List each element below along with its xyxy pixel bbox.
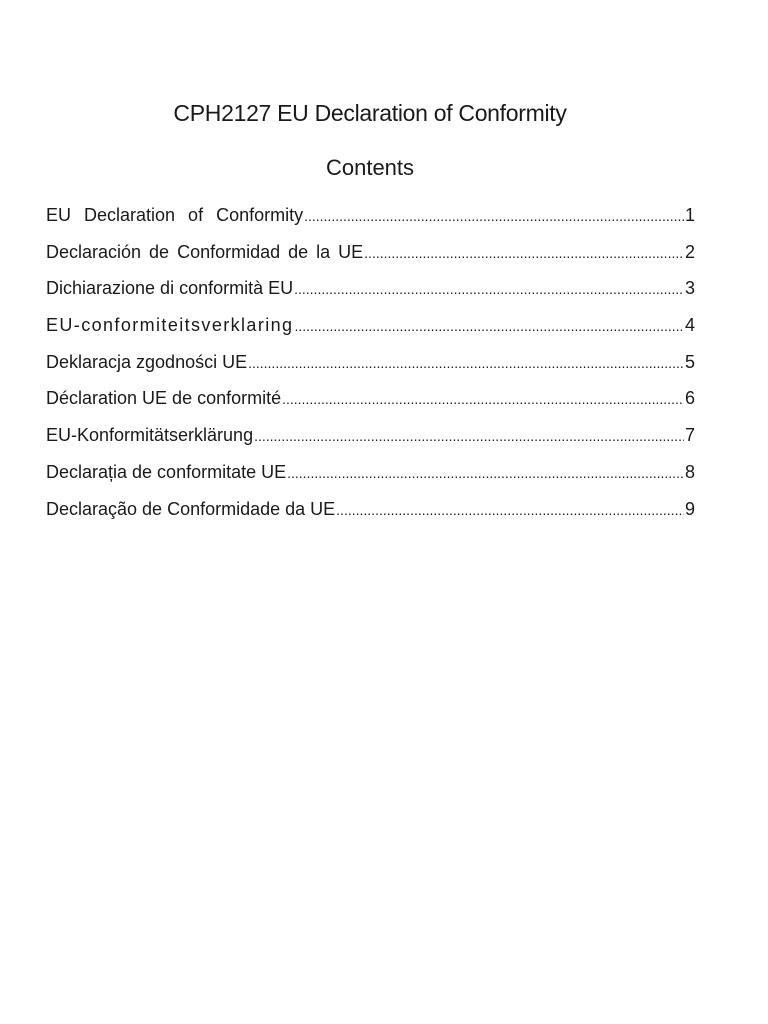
toc-dot-leader [304,208,684,224]
toc-entry-italian[interactable] [46,278,695,315]
toc-dot-leader [282,391,684,407]
toc-page-number: 7 [684,425,695,446]
toc-page-number: 8 [684,461,695,482]
toc-dot-leader [248,355,684,371]
toc-dot-leader [287,465,684,481]
toc-page-number: 4 [684,315,695,336]
toc-page-number: 2 [684,241,695,262]
toc-entry-portuguese[interactable] [46,499,695,536]
toc-entry-label: Declaração de Conformidade da UE [46,498,336,519]
toc-dot-leader [294,318,684,334]
toc-entry-english[interactable] [46,205,695,242]
toc-dot-leader [336,502,684,518]
toc-entry-label: Declarația de conformitate UE [46,461,287,482]
toc-entry-german[interactable] [46,425,695,462]
toc-page-number: 9 [684,498,695,519]
toc-page-number: 6 [684,388,695,409]
contents-heading: Contents [325,155,415,180]
toc-entry-label: EU Declaration of Conformity [46,205,304,225]
toc-entry-french[interactable] [46,388,695,425]
toc-entry-label: Dichiarazione di conformità EU [46,278,294,299]
toc-page-number: 1 [684,205,695,225]
toc-entry-romanian[interactable] [46,462,695,499]
toc-entry-label: Deklaracja zgodności UE [46,351,248,372]
toc-entry-label: EU-Konformitätserklärung [46,425,254,446]
toc-entry-label: Declaración de Conformidad de la UE [46,241,364,262]
toc-entry-label: EU-conformiteitsverklaring [46,315,294,336]
toc-dot-leader [364,245,684,261]
document-title: CPH2127 EU Declaration of Conformity [173,100,567,126]
toc-entry-polish[interactable] [46,352,695,389]
toc-entry-spanish[interactable] [46,242,695,279]
toc-dot-leader [254,428,684,444]
toc-entry-dutch[interactable] [46,315,695,352]
toc-page-number: 5 [684,351,695,372]
toc-dot-leader [294,281,684,297]
toc-entry-label: Déclaration UE de conformité [46,388,282,409]
table-of-contents [46,205,695,535]
toc-page-number: 3 [684,278,695,299]
